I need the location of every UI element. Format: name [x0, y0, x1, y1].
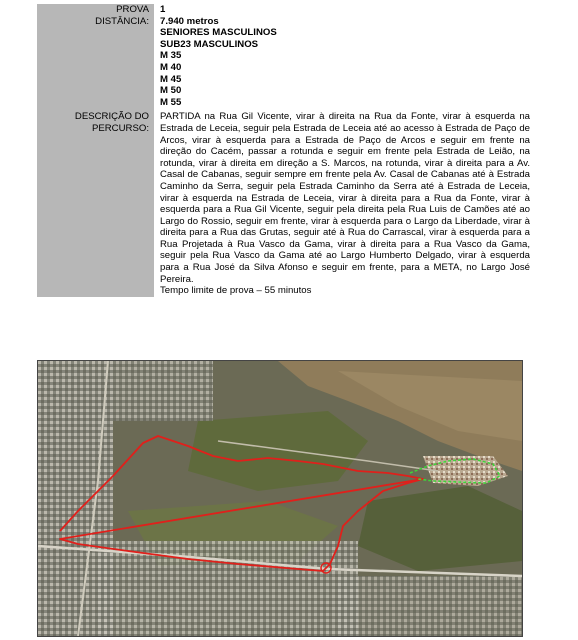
satellite-map-image: [38, 361, 522, 636]
descricao-row: [37, 111, 530, 297]
race-info-table: [37, 4, 530, 297]
prova-label: PROVA: [37, 4, 154, 16]
distancia-row: [37, 16, 530, 28]
descricao-value: [154, 111, 530, 297]
category-item: M 45: [160, 73, 182, 85]
categories-list: [154, 27, 530, 108]
category-item: SENIORES MASCULINOS: [160, 27, 277, 39]
prova-value: 1: [160, 4, 166, 15]
time-limit: Tempo limite de prova – 55 minutos: [160, 285, 312, 297]
descricao-label: DESCRIÇÃO DO PERCURSO:: [37, 111, 154, 297]
category-item: M 50: [160, 85, 182, 97]
category-item: SUB23 MASCULINOS: [160, 38, 259, 50]
prova-row: [37, 4, 530, 16]
category-item: M 55: [160, 96, 182, 108]
distancia-label: DISTÂNCIA:: [37, 16, 154, 28]
category-item: M 35: [160, 50, 182, 62]
distancia-value: 7.940 metros: [160, 15, 219, 27]
route-map: [37, 360, 523, 637]
route-description: PARTIDA na Rua Gil Vicente, virar à direita na Rua da Fonte, virar à esquerda na Estrada de Leceia, seguir pela Estrada de Leceia até ao acesso à Estrada de Paço de Arcos, virar à esquerda para a Estrada de Paço de Arcos e seguir em frente na direção do Cacém, passar a rotunda e seguir em frente pela Estrada de Leião, na rotunda, virar à direita em direção a S. Marcos, na rotunda, virar à direita para a Av. Casal de Cabanas, seguir sempre em frente pela Av. Casal de Cabanas até à Estrada Caminho da Serra, seguir pela Estrada Caminho da Serra até à Estrada de Leceia, virar à esquerda na Estrada de Leceia, virar à direita para a Rua da Fonte, virar à esquerda para a Rua Gil Vicente, seguir pela direita pela Rua Luis de Camões até ao Largo do Rossio, seguir em frente, virar à esquerda para o Largo da Liberdade, virar à direita para a Rua das Grutas, seguir até à Rua do Carrascal, virar à esquerda para a Rua Projetada à Rua Vasco da Gama, virar à direita para a Rua Vasco da Gama, seguir pela Rua Vasco da Gama até ao Largo Humberto Delgado, virar à esquerda para a Rua José da Silva Afonso e seguir em frente, para a META, no Largo José Pereira.: [160, 111, 530, 285]
category-item: M 40: [160, 61, 182, 73]
categories-row: [37, 27, 530, 108]
